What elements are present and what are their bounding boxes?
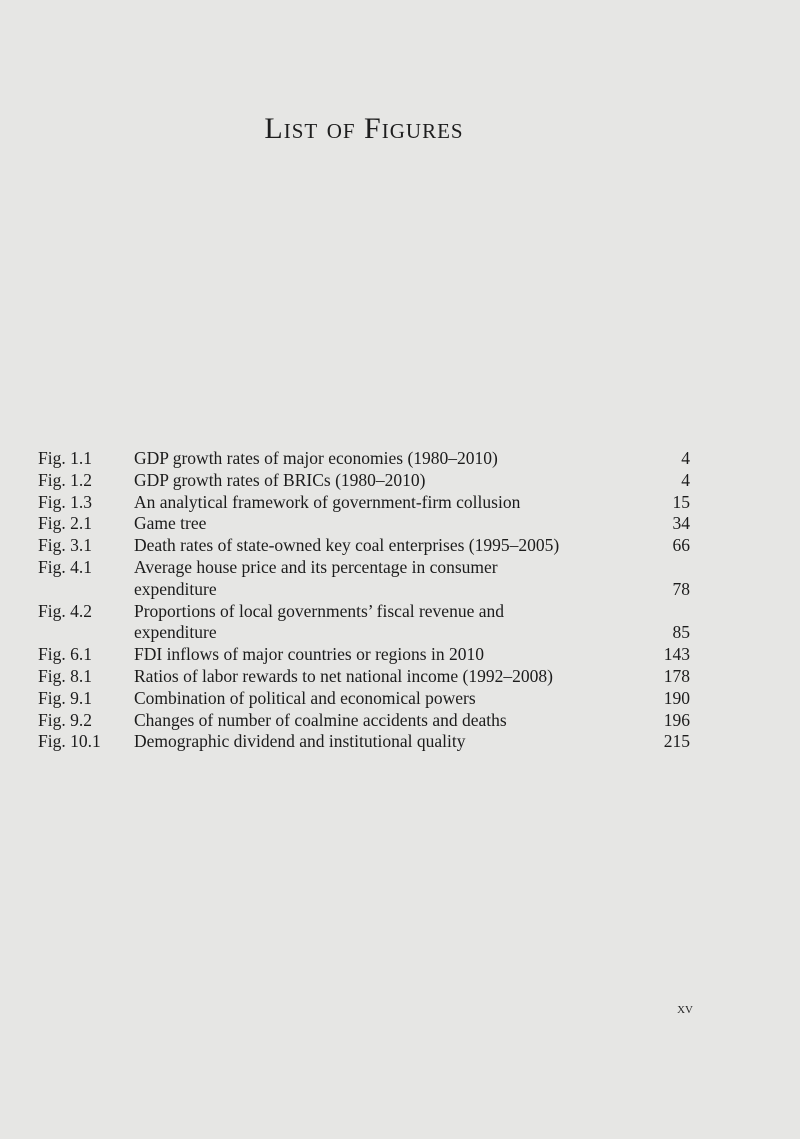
- page-title: List of Figures: [264, 112, 464, 145]
- figure-title: Demographic dividend and institutional quality: [134, 731, 466, 752]
- figure-title: Combination of political and economical powers: [134, 687, 476, 708]
- figure-entry: [38, 557, 690, 601]
- figure-number: Fig. 4.2: [38, 600, 92, 621]
- figure-number: Fig. 4.1: [38, 556, 92, 577]
- figure-page-number: 143: [663, 644, 690, 665]
- figure-title: An analytical framework of government-firm collusion: [134, 491, 521, 512]
- figure-number: Fig. 1.3: [38, 491, 92, 512]
- figure-entry: [38, 644, 690, 666]
- figure-entry: [38, 448, 690, 470]
- figure-page-number: 215: [663, 731, 690, 752]
- figure-title: GDP growth rates of BRICs (1980–2010): [134, 469, 426, 490]
- figure-number: Fig. 9.1: [38, 687, 92, 708]
- figure-entry: [38, 535, 690, 557]
- figure-page-number: 178: [663, 665, 690, 686]
- figure-page-number: 85: [672, 622, 690, 643]
- figure-title: GDP growth rates of major economies (1980–2010): [134, 448, 498, 468]
- figure-page-number: 78: [672, 578, 690, 599]
- figure-page-number: 4: [681, 469, 690, 490]
- figure-page-number: 15: [672, 491, 690, 512]
- figure-page-number: 196: [663, 709, 690, 730]
- figure-number: Fig. 8.1: [38, 665, 92, 686]
- figure-number: Fig. 6.1: [38, 644, 92, 665]
- figure-entry: [38, 492, 690, 514]
- figure-number: Fig. 1.2: [38, 469, 92, 490]
- figure-title: Proportions of local governments’ fiscal revenue and expenditure: [134, 600, 504, 643]
- figure-page-number: 66: [672, 535, 690, 556]
- figure-title: FDI inflows of major countries or regions in 2010: [134, 644, 484, 665]
- figure-entry: [38, 710, 690, 732]
- figure-page-number: 190: [663, 687, 690, 708]
- figure-title: Ratios of labor rewards to net national income (1992–2008): [134, 665, 553, 686]
- figure-page-number: 4: [681, 448, 690, 468]
- figure-list: [38, 448, 690, 753]
- figure-entry: [38, 666, 690, 688]
- figure-number: Fig. 3.1: [38, 535, 92, 556]
- figure-entry: [38, 470, 690, 492]
- page-number: xv: [677, 1000, 693, 1017]
- figure-number: Fig. 9.2: [38, 709, 92, 730]
- figure-page-number: 34: [672, 513, 690, 534]
- figure-title: Changes of number of coalmine accidents and deaths: [134, 709, 507, 730]
- figure-entry: [38, 731, 690, 753]
- figure-entry: [38, 688, 690, 710]
- figure-entry: [38, 601, 690, 645]
- figure-title: Game tree: [134, 513, 207, 534]
- figure-title: Death rates of state-owned key coal enterprises (1995–2005): [134, 535, 560, 556]
- figure-number: Fig. 10.1: [38, 731, 101, 752]
- figure-entry: [38, 513, 690, 535]
- figure-title: Average house price and its percentage in consumer expenditure: [134, 556, 498, 599]
- figure-number: Fig. 2.1: [38, 513, 92, 534]
- figure-number: Fig. 1.1: [38, 448, 92, 468]
